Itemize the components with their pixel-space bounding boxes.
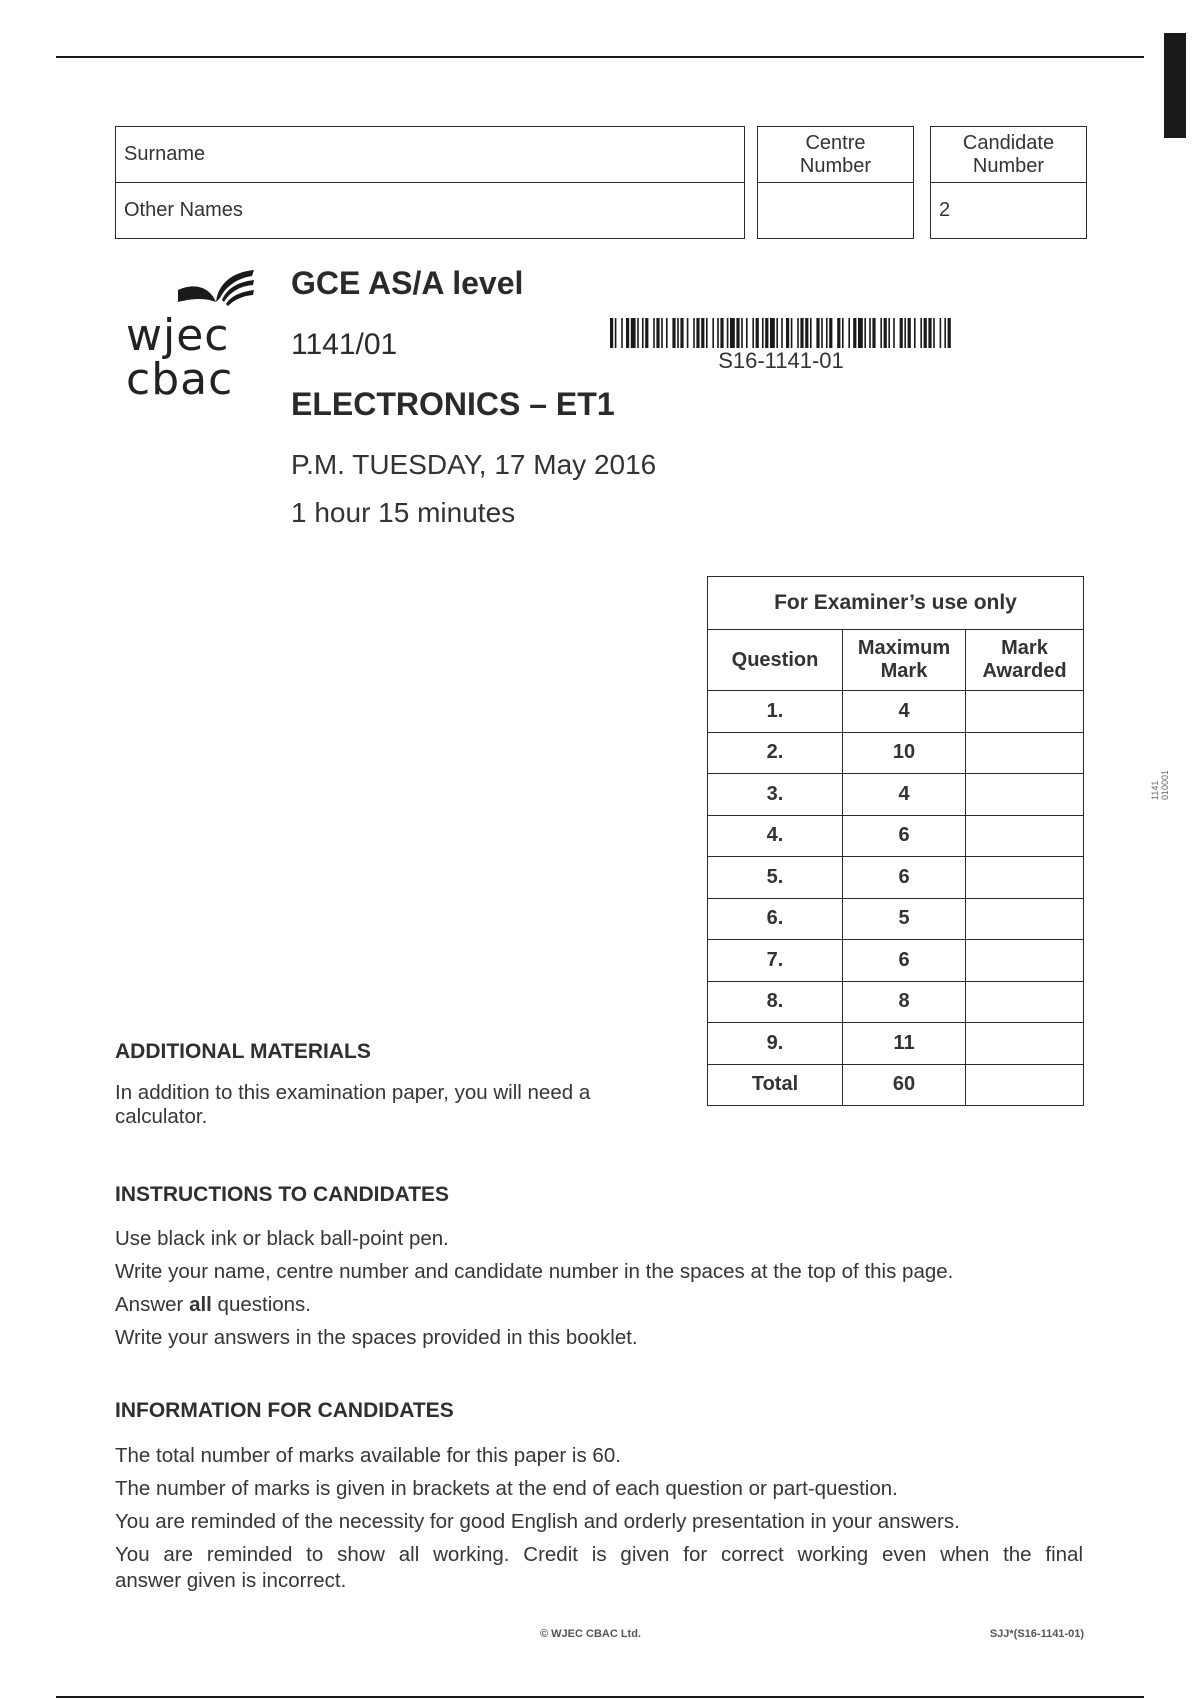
- mark-row: [708, 857, 1084, 899]
- mark-row: [708, 774, 1084, 816]
- paper-title-block: [291, 265, 656, 529]
- barcode-bar: [872, 318, 875, 348]
- mark-awarded-cell[interactable]: [966, 857, 1084, 899]
- barcode-bar: [717, 318, 719, 348]
- barcode-bar: [720, 318, 723, 348]
- centre-number-label: Centre Number: [758, 127, 914, 183]
- centre-number-box: [757, 126, 914, 239]
- maximum-mark: 4: [843, 774, 966, 816]
- barcode-bar: [741, 318, 743, 348]
- mark-awarded-cell[interactable]: [966, 981, 1084, 1023]
- barcode-bar: [610, 318, 613, 348]
- barcode-bar: [730, 318, 735, 348]
- barcode-bar: [752, 318, 754, 348]
- barcode-bar: [888, 318, 890, 348]
- additional-materials-title: ADDITIONAL MATERIALS: [115, 1040, 371, 1063]
- barcode-bar: [864, 318, 866, 348]
- subject-title: ELECTRONICS – ET1: [291, 386, 615, 422]
- barcode-bar: [904, 318, 906, 348]
- mark-row: [708, 898, 1084, 940]
- mark-row: [708, 981, 1084, 1023]
- mark-row: [708, 691, 1084, 733]
- logo-text-wjec: wjec: [126, 310, 230, 361]
- barcode-text: S16-1141-01: [718, 348, 844, 373]
- maximum-mark: 6: [843, 857, 966, 899]
- question-number: 7.: [708, 940, 843, 982]
- logo-text-cbac: cbac: [126, 354, 234, 405]
- barcode-bar: [826, 318, 828, 348]
- barcode-bar: [706, 318, 708, 348]
- instructions-text: Use black ink or black ball-point pen. Write your name, centre number and candidate number in the spaces at the top of this page. Answer all questions. Write your answers in the spaces provided in this booklet.: [115, 1227, 954, 1349]
- barcode-bar: [637, 318, 639, 348]
- barcode-bar: [884, 318, 887, 348]
- maximum-mark: 4: [843, 691, 966, 733]
- mark-row: [708, 940, 1084, 982]
- barcode-bar: [666, 318, 668, 348]
- bottom-rule: [56, 1696, 1144, 1698]
- top-rule: [56, 56, 1144, 58]
- barcode-bar: [893, 318, 895, 348]
- barcode-bar: [858, 318, 863, 348]
- information-title: INFORMATION FOR CANDIDATES: [115, 1399, 454, 1422]
- mark-awarded-cell[interactable]: [966, 774, 1084, 816]
- qualification: GCE AS/A level: [291, 265, 524, 301]
- barcode-bar: [781, 318, 783, 348]
- maximum-mark: 11: [843, 1023, 966, 1065]
- question-number: 1.: [708, 691, 843, 733]
- barcode-bar: [928, 318, 931, 348]
- barcode-bar: [687, 318, 689, 348]
- barcode-bar: [656, 318, 659, 348]
- question-number: 3.: [708, 774, 843, 816]
- wjec-cbac-logo: [124, 268, 254, 408]
- barcode: [610, 318, 952, 348]
- barcode-bar: [645, 318, 648, 348]
- mark-awarded-cell[interactable]: [966, 1023, 1084, 1065]
- candidate-name-box: [115, 126, 745, 239]
- barcode-bar: [672, 318, 675, 348]
- barcode-bar: [880, 318, 882, 348]
- barcode-bar: [842, 318, 844, 348]
- question-number: 4.: [708, 815, 843, 857]
- question-number: 2.: [708, 732, 843, 774]
- barcode-bar: [933, 318, 935, 348]
- barcode-bar: [701, 318, 704, 348]
- barcode-bar: [765, 318, 768, 348]
- col-maximum-mark: Maximum Mark: [843, 630, 966, 691]
- barcode-bar: [626, 318, 629, 348]
- barcode-bar: [712, 318, 714, 348]
- barcode-bar: [797, 318, 799, 348]
- barcode-bar: [615, 318, 617, 348]
- barcode-bar: [642, 318, 644, 348]
- examiner-table-title: For Examiner’s use only: [708, 577, 1084, 630]
- barcode-bar: [693, 318, 695, 348]
- mark-row: [708, 1023, 1084, 1065]
- barcode-bar: [816, 318, 819, 348]
- barcode-bar: [680, 318, 683, 348]
- footer-code: SJJ*(S16-1141-01): [989, 1628, 1084, 1640]
- barcode-bar: [762, 318, 764, 348]
- col-question: Question: [708, 630, 843, 691]
- maximum-mark: 6: [843, 940, 966, 982]
- mark-row: [708, 815, 1084, 857]
- question-number: 5.: [708, 857, 843, 899]
- barcode-bar: [948, 318, 951, 348]
- centre-number-field[interactable]: [758, 183, 914, 239]
- exam-duration: 1 hour 15 minutes: [291, 497, 516, 528]
- mark-awarded-cell[interactable]: [966, 1064, 1084, 1106]
- margin-code: 1141 010001: [1150, 769, 1170, 800]
- barcode-bar: [736, 318, 739, 348]
- mark-awarded-cell[interactable]: [966, 691, 1084, 733]
- barcode-bar: [800, 318, 803, 348]
- mark-awarded-cell[interactable]: [966, 940, 1084, 982]
- additional-materials-text: In addition to this examination paper, you will need a calculator.: [115, 1081, 591, 1128]
- exam-date: P.M. TUESDAY, 17 May 2016: [291, 449, 657, 480]
- col-mark-awarded: Mark Awarded: [966, 630, 1084, 691]
- other-names-field[interactable]: Other Names: [116, 183, 745, 239]
- mark-row: [708, 1064, 1084, 1106]
- maximum-mark: 6: [843, 815, 966, 857]
- book-icon: [176, 268, 256, 313]
- barcode-bar: [621, 318, 623, 348]
- barcode-bar: [746, 318, 748, 348]
- mark-awarded-cell[interactable]: [966, 732, 1084, 774]
- barcode-bar: [653, 318, 655, 348]
- barcode-bar: [756, 318, 759, 348]
- barcode-bar: [944, 318, 946, 348]
- barcode-bar: [848, 318, 850, 348]
- examiner-marks-table: [707, 576, 1084, 1106]
- barcode-bar: [810, 318, 812, 348]
- barcode-bar: [696, 318, 699, 348]
- candidate-number-box: [930, 126, 1087, 239]
- barcode-bar: [786, 318, 789, 348]
- paper-code: 1141/01: [291, 328, 398, 361]
- maximum-mark: 10: [843, 732, 966, 774]
- surname-field[interactable]: Surname: [116, 127, 745, 183]
- mark-awarded-cell[interactable]: [966, 815, 1084, 857]
- question-number: 9.: [708, 1023, 843, 1065]
- barcode-bar: [908, 318, 911, 348]
- barcode-bar: [661, 318, 663, 348]
- barcode-bar: [837, 318, 840, 348]
- mark-awarded-cell[interactable]: [966, 898, 1084, 940]
- barcode-bar: [940, 318, 942, 348]
- information-text: The total number of marks available for this paper is 60. The number of marks is given in brackets at the end of each question or part-question. You are reminded of the necessity for good English and orderly presentation in your answers. You are reminded to show all working. Credit is given for correct working even when the final answer given is incorrect.: [115, 1444, 1083, 1592]
- barcode-bar: [900, 318, 903, 348]
- barcode-bar: [770, 318, 775, 348]
- barcode-bar: [920, 318, 922, 348]
- barcode-bar: [869, 318, 871, 348]
- maximum-mark: 5: [843, 898, 966, 940]
- barcode-bar: [853, 318, 856, 348]
- question-number: Total: [708, 1064, 843, 1106]
- barcode-bar: [776, 318, 778, 348]
- barcode-bar: [791, 318, 793, 348]
- barcode-bar: [631, 318, 636, 348]
- maximum-mark: 8: [843, 981, 966, 1023]
- question-number: 6.: [708, 898, 843, 940]
- copyright-text: © WJEC CBAC Ltd.: [540, 1628, 641, 1640]
- question-number: 8.: [708, 981, 843, 1023]
- maximum-mark: 60: [843, 1064, 966, 1106]
- barcode-bar: [821, 318, 823, 348]
- barcode-bar: [727, 318, 729, 348]
- barcode-bar: [914, 318, 916, 348]
- page-edge-tab: [1164, 33, 1186, 138]
- barcode-bar: [805, 318, 808, 348]
- mark-row: [708, 732, 1084, 774]
- barcode-bar: [924, 318, 927, 348]
- candidate-number-label: Candidate Number: [931, 127, 1087, 183]
- barcode-bar: [677, 318, 679, 348]
- instructions-title: INSTRUCTIONS TO CANDIDATES: [115, 1183, 450, 1206]
- candidate-number-field[interactable]: 2: [931, 183, 1087, 239]
- barcode-bar: [829, 318, 832, 348]
